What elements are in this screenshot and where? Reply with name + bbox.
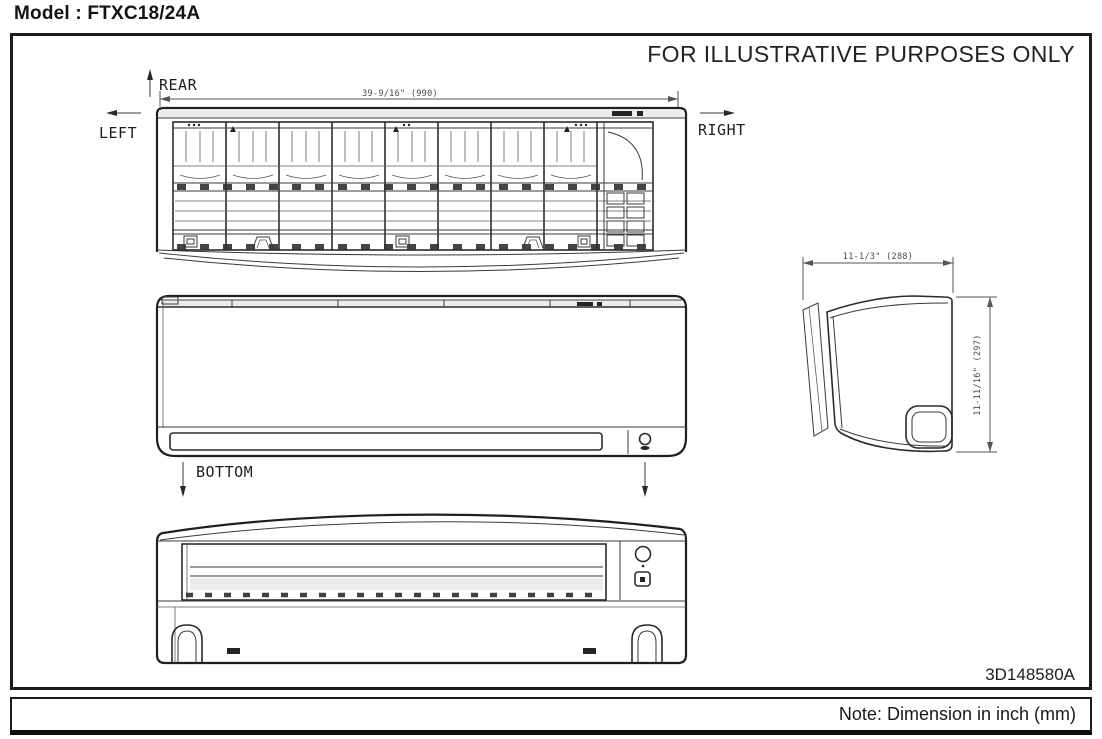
dimension-note: Note: Dimension in inch (mm) [838, 704, 1076, 724]
bottom-arrow-icon [180, 486, 186, 497]
bottom-view-drawing [157, 515, 686, 663]
bottom-label: BOTTOM [196, 463, 254, 481]
bottom-arrow-right-icon [642, 486, 648, 497]
right-label: RIGHT [698, 121, 746, 139]
note-bar [10, 697, 1092, 735]
height-dimension-text: 11-11/16" (297) [973, 334, 983, 416]
top-view-drawing [157, 108, 686, 272]
indicator-lamp-icon [641, 446, 650, 450]
side-view-drawing [803, 252, 997, 452]
rear-label: REAR [159, 76, 198, 94]
illustrative-purposes-watermark: FOR ILLUSTRATIVE PURPOSES ONLY [647, 41, 1075, 67]
page-title: Model : FTXC18/24A [14, 3, 201, 24]
drawing-number: 3D148580A [985, 665, 1075, 684]
left-label: LEFT [99, 124, 138, 142]
height-dimension [956, 297, 997, 452]
signal-receiver-icon [640, 434, 651, 445]
front-view-drawing [157, 296, 686, 456]
left-arrow-icon [106, 110, 117, 116]
sensor-eye-icon [636, 547, 651, 562]
depth-dimension-text: 11-1/3" (288) [842, 252, 914, 262]
width-dimension-text: 39-9/16" (990) [362, 89, 438, 99]
rear-arrow-icon [147, 69, 153, 80]
width-dimension [160, 89, 678, 107]
right-arrow-icon [724, 110, 735, 116]
depth-dimension [803, 252, 953, 300]
